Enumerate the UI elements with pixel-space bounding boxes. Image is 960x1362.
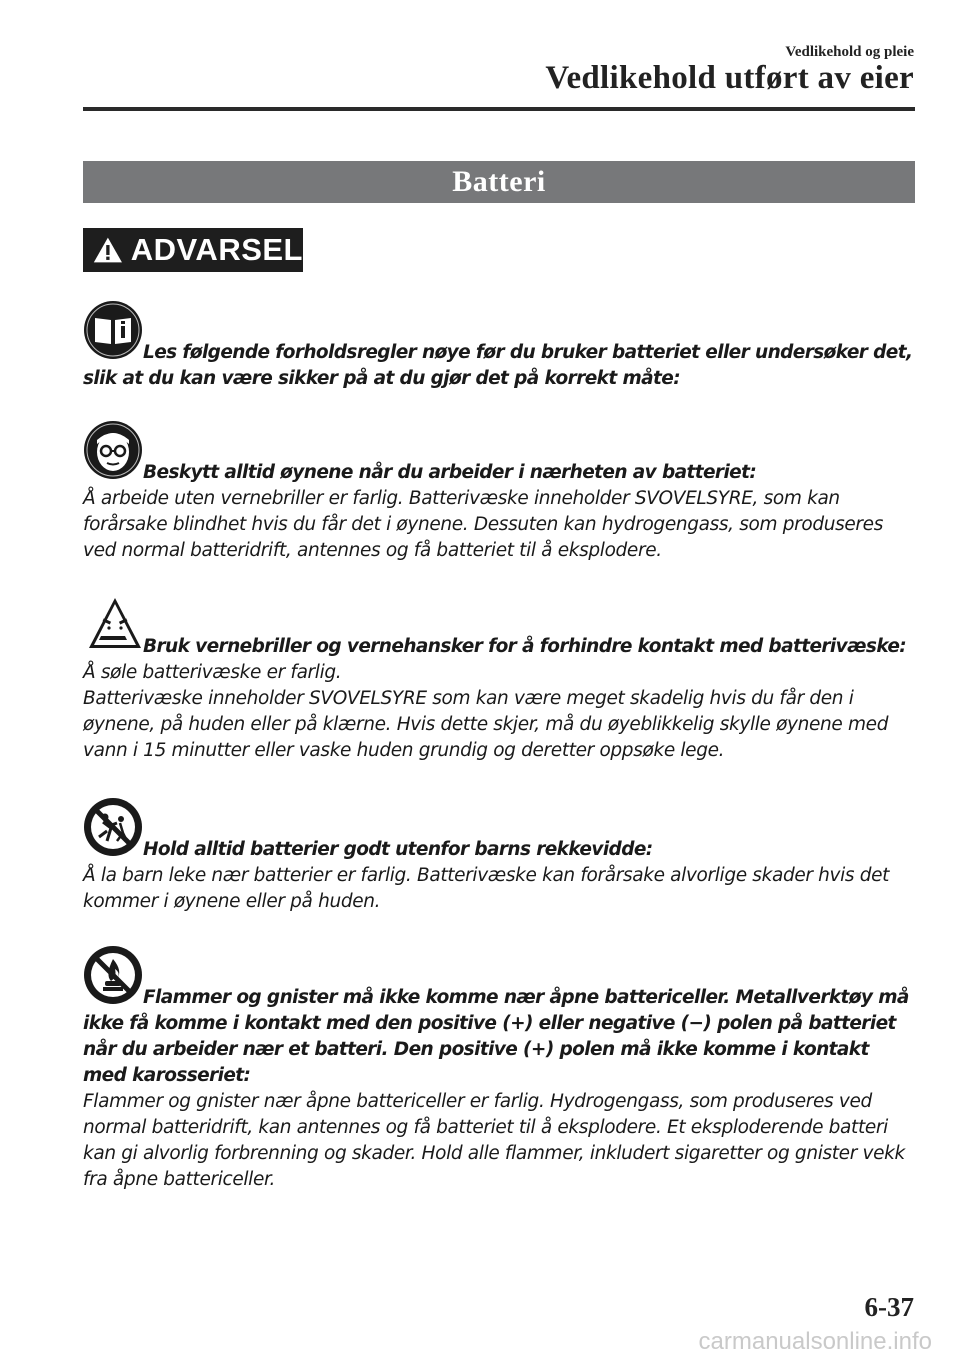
precaution-body: Å arbeide uten vernebriller er farlig. Batterivæske inneholder SVOVELSYRE, som kan forårsake blindhet hvis du får det i øynene. Dessuten kan hydrogengass, som produseres ved normal batteridrift, antennes og få batteriet til å eksplodere. xyxy=(83,488,883,561)
precaution-read-manual xyxy=(83,300,915,392)
precaution-body: Å la barn leke nær batterier er farlig. Batterivæske kan forårsake alvorlige skader hvis det kommer i øynene eller på huden. xyxy=(83,865,890,912)
precaution-children xyxy=(83,797,915,915)
page-number: 6-37 xyxy=(864,1292,914,1322)
section-title-bar: Batteri xyxy=(83,161,915,203)
precaution-lead: Bruk vernebriller og vernehansker for å forhindre kontakt med batterivæske: xyxy=(143,636,907,657)
precaution-lead: Hold alltid batterier godt utenfor barns rekkevidde: xyxy=(143,839,653,860)
header-rule xyxy=(83,107,915,111)
header-chapter: Vedlikehold og pleie xyxy=(785,44,914,60)
precaution-eye-protection xyxy=(83,420,915,564)
warning-badge xyxy=(83,228,303,272)
precaution-body: Flammer og gnister nær åpne battericeller er farlig. Hydrogengass, som produseres ved normal batteridrift, kan antennes og få batteriet til å eksplodere. Et eksploderende batteri kan gi alvorlig forbrenning og skader. Hold alle flammer, inkludert sigaretter og gnister vekk fra åpne battericeller. xyxy=(83,1091,905,1190)
precaution-corrosive xyxy=(83,594,915,764)
precaution-body: Å søle batterivæske er farlig. Batterivæske inneholder SVOVELSYRE som kan være meget skadelig hvis du får den i øynene, på huden eller på klærne. Hvis dette skjer, må du øyeblikkelig skylle øynene med vann i 15 minutter eller vaske huden grundig og deretter oppsøke lege. xyxy=(83,662,889,761)
precaution-no-flames xyxy=(83,945,915,1193)
warning-label: ADVARSEL xyxy=(130,232,303,267)
header-section-title: Vedlikehold utført av eier xyxy=(545,60,914,96)
precaution-lead: Les følgende forholdsregler nøye før du bruker batteriet eller undersøker det, slik at du kan være sikker på at du gjør det på korrekt måte: xyxy=(83,342,913,389)
watermark: carmanualsonline.info xyxy=(698,1328,932,1355)
warning-triangle-icon xyxy=(93,234,123,266)
precaution-lead: Flammer og gnister må ikke komme nær åpne battericeller. Metallverktøy må ikke få komme i kontakt med den positive (+) eller negative (−) polen på batteriet når du arbeider nær et batteri. Den positive (+) polen må ikke komme i kontakt med karosseriet: xyxy=(83,987,909,1086)
precaution-lead: Beskytt alltid øynene når du arbeider i nærheten av batteriet: xyxy=(143,462,757,483)
